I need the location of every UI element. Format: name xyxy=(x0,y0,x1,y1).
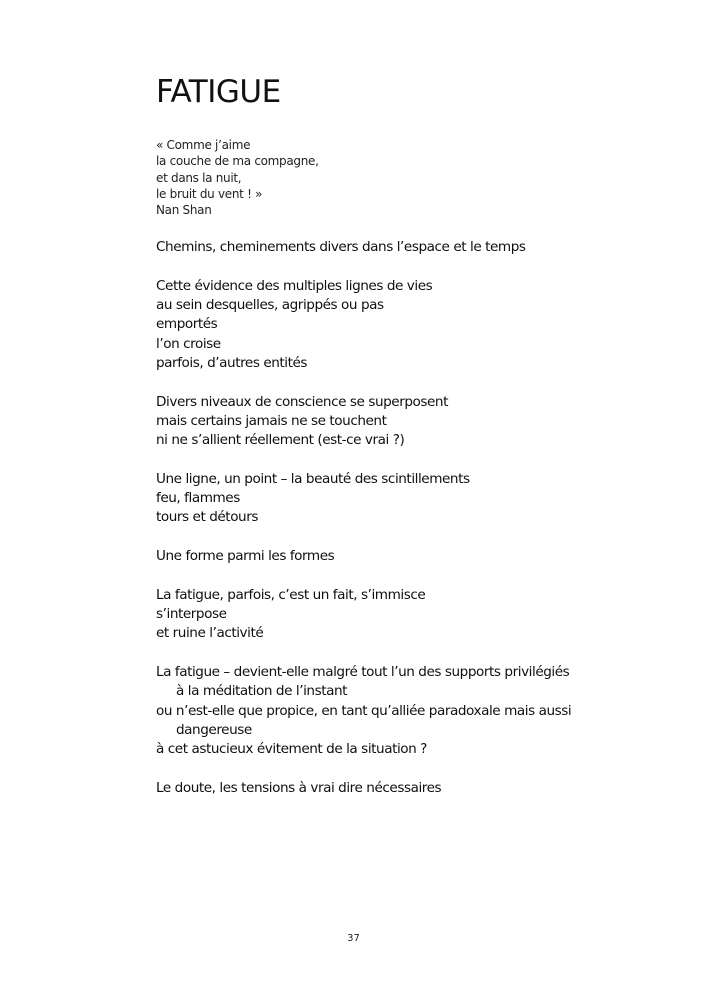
page-title: FATIGUE xyxy=(156,74,281,110)
epigraph-author: Nan Shan xyxy=(156,203,212,218)
verse-line: La fatigue, parfois, c’est un fait, s’immisce xyxy=(156,586,426,603)
verse-line: Une ligne, un point – la beauté des scintillements xyxy=(156,470,470,487)
verse-line-indented: à la méditation de l’instant xyxy=(176,683,348,700)
verse-line: Une forme parmi les formes xyxy=(156,548,335,565)
verse-line: l’on croise xyxy=(156,335,221,352)
stanza xyxy=(156,547,571,566)
verse-line: Divers niveaux de conscience se superposent xyxy=(156,393,448,410)
verse-line: parfois, d’autres entités xyxy=(156,354,308,371)
verse-line: ou n’est-elle que propice, en tant qu’alliée paradoxale mais aussi xyxy=(156,702,572,719)
epigraph-line: la couche de ma compagne, xyxy=(156,154,319,169)
page-number: 37 xyxy=(347,933,360,944)
verse-line: au sein desquelles, agrippés ou pas xyxy=(156,296,384,313)
epigraph-line: le bruit du vent ! » xyxy=(156,186,263,201)
verse-line: Cette évidence des multiples lignes de vies xyxy=(156,277,433,294)
stanza xyxy=(156,586,571,644)
epigraph-line: et dans la nuit, xyxy=(156,170,242,185)
epigraph-line: « Comme j’aime xyxy=(156,138,251,152)
verse-line: feu, flammes xyxy=(156,490,240,507)
stanza xyxy=(156,663,571,759)
stanza xyxy=(156,779,571,798)
verse-line: ni ne s’allient réellement (est-ce vrai ?) xyxy=(156,432,405,449)
epigraph xyxy=(156,137,319,218)
verse-line: s’interpose xyxy=(156,606,227,623)
verse-line: mais certains jamais ne se touchent xyxy=(156,412,387,429)
stanza xyxy=(156,238,571,257)
stanza xyxy=(156,470,571,528)
stanza xyxy=(156,277,571,373)
stanza xyxy=(156,393,571,451)
verse-line: emportés xyxy=(156,316,218,333)
verse-line: à cet astucieux évitement de la situation ? xyxy=(156,741,427,758)
verse-line-indented: dangereuse xyxy=(176,721,252,738)
verse-line: tours et détours xyxy=(156,509,258,526)
poem-body xyxy=(156,238,571,818)
verse-line: Le doute, les tensions à vrai dire nécessaires xyxy=(156,779,442,796)
verse-line: La fatigue – devient-elle malgré tout l’un des supports privilégiés xyxy=(156,664,570,681)
verse-line: Chemins, cheminements divers dans l’espace et le temps xyxy=(156,239,526,255)
verse-line: et ruine l’activité xyxy=(156,625,264,642)
